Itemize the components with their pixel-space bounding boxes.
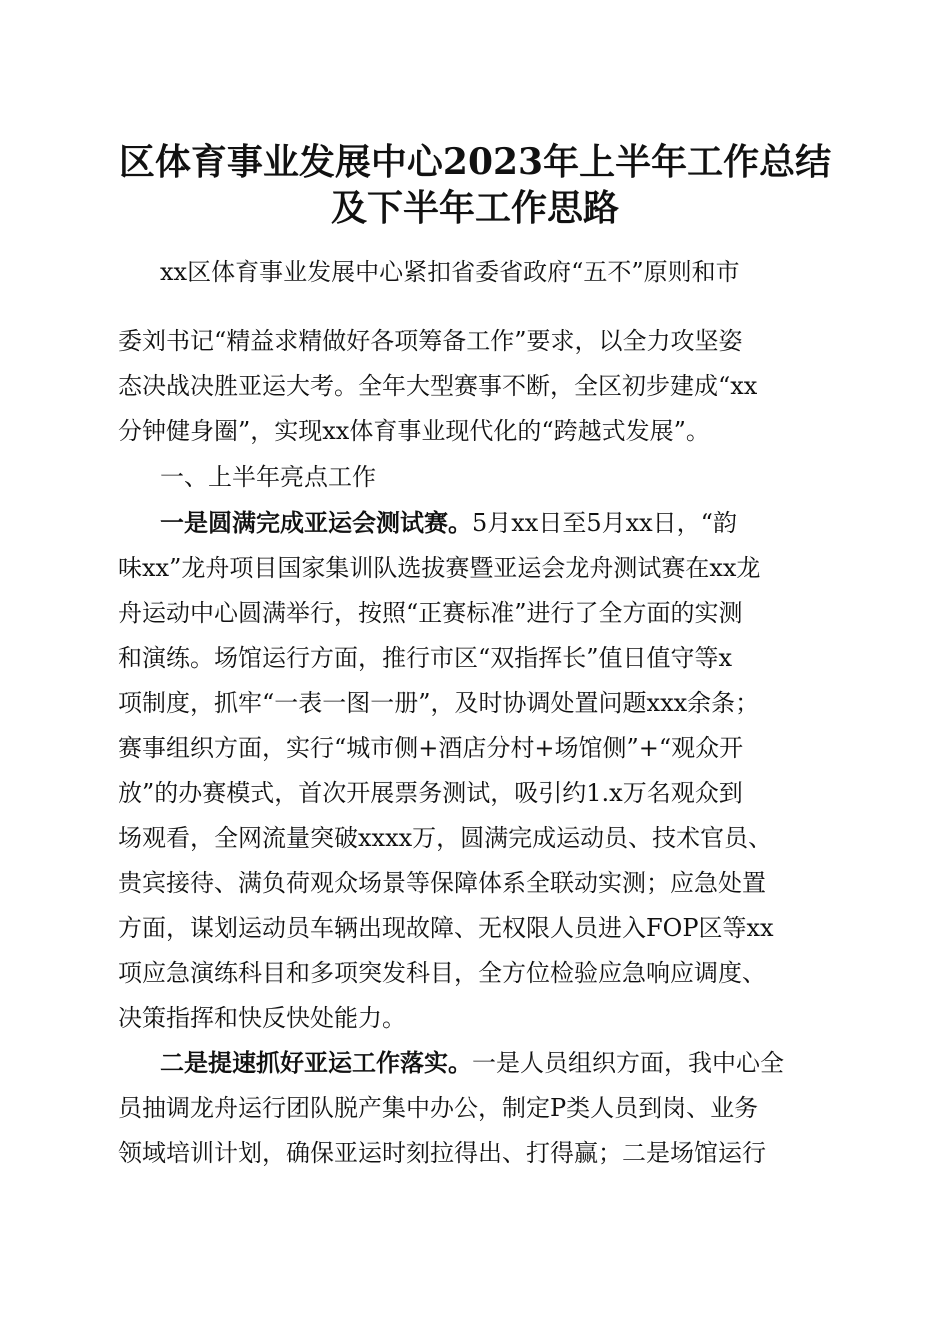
item-1-lead: 一是圆满完成亚运会测试赛。 xyxy=(160,508,472,537)
item-2-line-1-text: 一是人员组织方面，我中心全 xyxy=(472,1049,784,1077)
item-1-line-8: 场观看，全网流量突破xxxx万，圆满完成运动员、技术官员、 xyxy=(118,824,773,852)
item-2-line-1 xyxy=(160,1045,784,1081)
item-1-line-3: 舟运动中心圆满举行，按照“正赛标准”进行了全方面的实测 xyxy=(118,599,743,627)
document-title-line-2: 及下半年工作思路 xyxy=(330,187,619,229)
item-1-line-12: 决策指挥和快反快处能力。 xyxy=(118,1004,406,1032)
item-1-line-1-text: 5月xx日至5月xx日，“韵 xyxy=(472,509,737,537)
item-1-line-10: 方面，谋划运动员车辆出现故障、无权限人员进入FOP区等xx xyxy=(118,914,774,942)
item-1-line-1 xyxy=(160,505,737,541)
item-1-line-11: 项应急演练科目和多项突发科目，全方位检验应急响应调度、 xyxy=(118,959,766,987)
section-heading-1: 一、上半年亮点工作 xyxy=(160,463,376,491)
item-1-line-7: 放”的办赛模式，首次开展票务测试，吸引约1.x万名观众到 xyxy=(118,779,743,807)
item-2-line-3: 领域培训计划，确保亚运时刻拉得出、打得赢；二是场馆运行 xyxy=(118,1139,766,1167)
item-1-line-6: 赛事组织方面，实行“城市侧+酒店分村+场馆侧”+“观众开 xyxy=(118,734,744,762)
item-2-lead: 二是提速抓好亚运工作落实。 xyxy=(160,1048,472,1077)
intro-line-4: 分钟健身圈”，实现xx体育事业现代化的“跨越式发展”。 xyxy=(118,417,710,445)
item-2-line-2: 员抽调龙舟运行团队脱产集中办公，制定P类人员到岗、业务 xyxy=(118,1094,759,1122)
item-1-line-2: 味xx”龙舟项目国家集训队选拔赛暨亚运会龙舟测试赛在xx龙 xyxy=(118,554,761,582)
intro-line-3: 态决战决胜亚运大考。全年大型赛事不断，全区初步建成“xx xyxy=(118,372,758,400)
intro-line-2: 委刘书记“精益求精做好各项筹备工作”要求，以全力攻坚姿 xyxy=(118,327,743,355)
intro-line-1: xx区体育事业发展中心紧扣省委省政府“五不”原则和市 xyxy=(160,258,740,286)
item-1-line-9: 贵宾接待、满负荷观众场景等保障体系全联动实测；应急处置 xyxy=(118,869,766,897)
item-1-line-4: 和演练。场馆运行方面，推行市区“双指挥长”值日值守等x xyxy=(118,644,733,672)
item-1-line-5: 项制度，抓牢“一表一图一册”，及时协调处置问题xxx余条； xyxy=(118,689,760,717)
document-title-line-1: 区体育事业发展中心2023年上半年工作总结 xyxy=(118,141,832,183)
